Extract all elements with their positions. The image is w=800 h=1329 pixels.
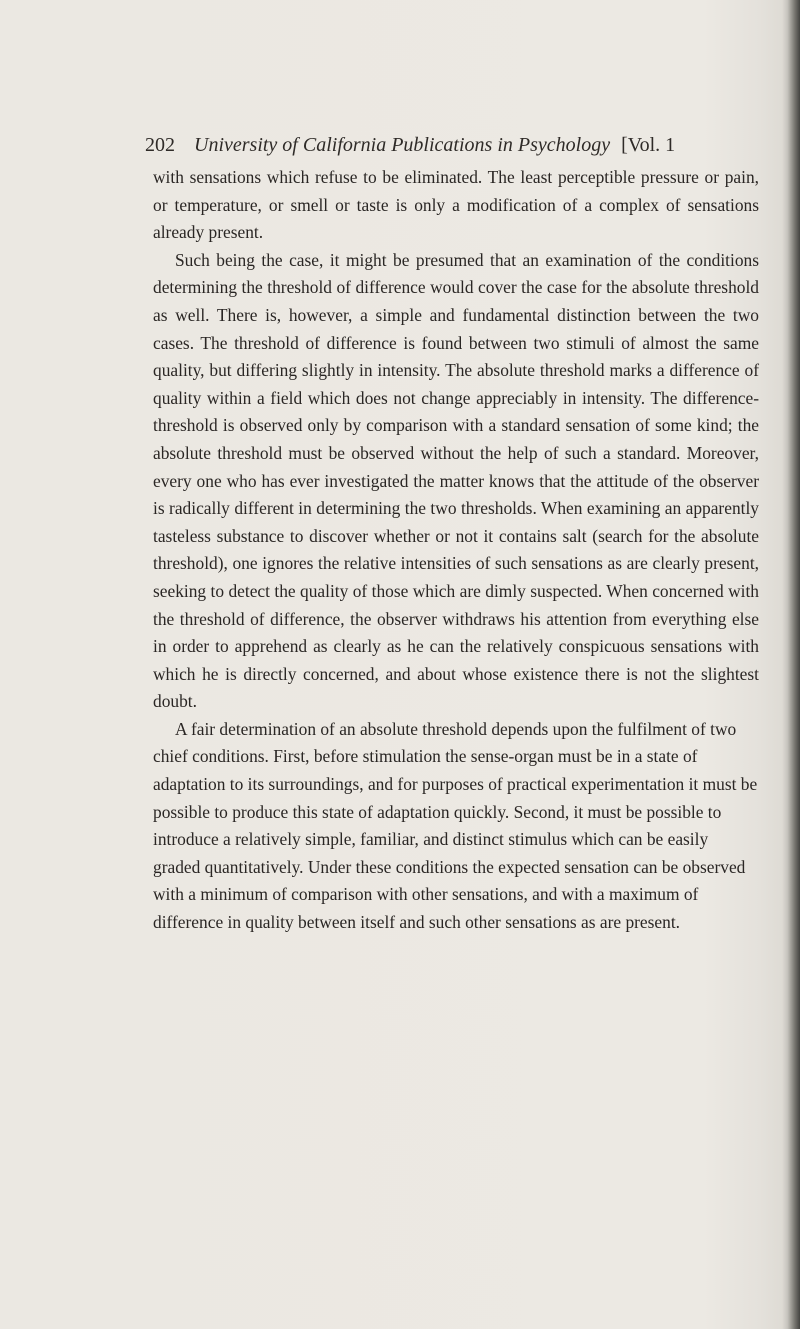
volume-label: [Vol. 1 — [621, 134, 676, 156]
body-text — [153, 164, 759, 937]
running-header — [145, 131, 775, 159]
paragraph-threshold-distinction: Such being the case, it might be presumed that an examination of the conditions determining the threshold of difference would cover the case for the absolute threshold as well. There is, however, a simple and fundamental distinction between the two cases. The threshold of difference is found between two stimuli of almost the same quality, but differing slightly in intensity. The absolute threshold marks a difference of quality within a field which does not change appreciably in intensity. The difference-threshold is observed only by comparison with a standard sensation of some kind; the absolute threshold must be observed without the help of such a standard. Moreover, every one who has ever investigated the matter knows that the attitude of the observer is radically different in determining the two thresholds. When examining an apparently tasteless substance to discover whether or not it contains salt (search for the absolute threshold), one ignores the relative intensities of such sensations as are clearly present, seeking to detect the quality of those which are dimly suspected. When concerned with the threshold of difference, the observer withdraws his attention from everything else in order to apprehend as clearly as he can the relatively conspicuous sensations with which he is directly concerned, and about whose existence there is not the slightest doubt. — [153, 249, 759, 712]
page-number: 202 — [145, 134, 175, 156]
page-edge-shadow — [782, 0, 800, 1329]
paragraph-continuation: with sensations which refuse to be eliminated. The least perceptible pressure or pain, or temperature, or smell or taste is only a modification of a complex of sensations already present. — [153, 167, 759, 243]
running-title: University of California Publications in Psychology — [194, 134, 611, 156]
paragraph-determination-conditions: A fair determination of an absolute threshold depends upon the fulfilment of two chief conditions. First, before stimulation the sense-organ must be in a state of adaptation to its surroundings, and for purposes of practical experimentation it must be possible to produce this state of adaptation quickly. Second, it must be possible to introduce a relatively simple, familiar, and distinct stimulus which can be easily graded quantitatively. Under these conditions the expected sensation can be observed with a minimum of comparison with other sensations, and with a maximum of difference in quality between itself and such other sensations as are present. — [153, 718, 758, 933]
